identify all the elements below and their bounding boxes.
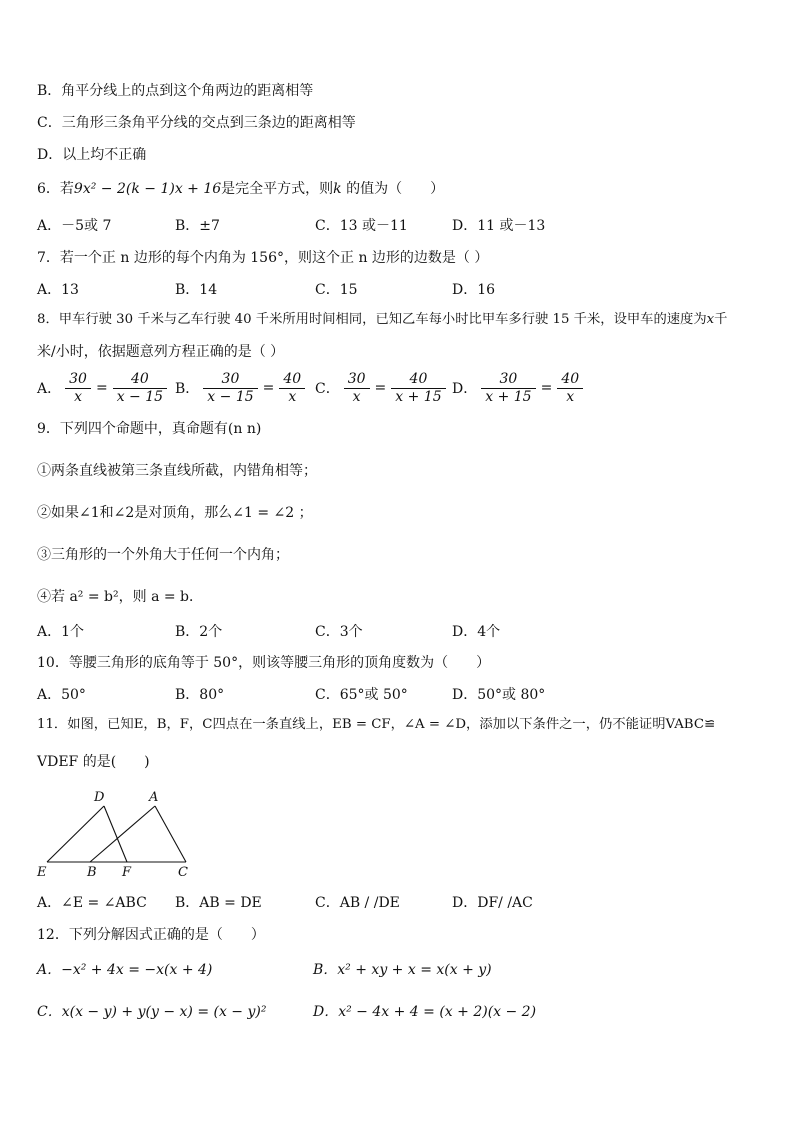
- segment-ac: [155, 806, 186, 862]
- q5-option-d: D．以上均不正确: [37, 147, 147, 163]
- q11-stem-line1: 11．如图，已知E，B，F，C四点在一条直线上，EB = CF，∠A = ∠D，添加以下条件之一，仍不能证明VABC≌: [37, 717, 716, 732]
- q6-option-a: A．－5或 7: [37, 218, 112, 234]
- label-d: D: [94, 790, 105, 805]
- q7-option-d: D．16: [452, 282, 496, 298]
- label-b: B: [87, 865, 97, 880]
- q10-option-c: C．65°或 50°: [315, 687, 408, 703]
- q9-option-d: D．4个: [452, 624, 501, 640]
- q8-option-d: D． $\frac{30}{x + 15}$ = $\frac{40}{x}$: [452, 368, 585, 408]
- q12-option-d: D．x² − 4x + 4 = (x + 2)(x − 2): [313, 1004, 537, 1020]
- q12-option-b: B．x² + xy + x = x(x + y): [313, 962, 492, 978]
- segment-ba: [90, 806, 155, 862]
- q7-stem: 7．若一个正 n 边形的每个内角为 156°，则这个正 n 边形的边数是（ ）: [37, 250, 489, 266]
- q9-option-c: C．3个: [315, 624, 363, 640]
- q8-variable: x: [706, 312, 715, 327]
- q6-stem: 6．若9x² − 2(k − 1)x + 16是完全平方式，则k 的值为（ ）: [37, 181, 445, 197]
- segment-ed: [47, 806, 104, 862]
- q9-statement-3: ③三角形的一个外角大于任何一个内角；: [37, 547, 289, 563]
- q10-option-d: D．50°或 80°: [452, 687, 546, 703]
- q11-option-c: C．AB / /DE: [315, 895, 400, 911]
- q8-option-c: C． $\frac{30}{x}$ = $\frac{40}{x + 15}$: [315, 368, 448, 408]
- q8-option-a: A． $\frac{30}{x}$ = $\frac{40}{x - 15}$: [37, 368, 169, 408]
- q11-option-a: A．∠E = ∠ABC: [37, 895, 147, 911]
- q10-option-b: B．80°: [175, 687, 225, 703]
- q11-option-b: B．AB = DE: [175, 895, 262, 911]
- label-c: C: [178, 865, 188, 880]
- q8-stem-line1: 8．甲车行驶 30 千米与乙车行驶 40 千米所用时间相同，已知乙车每小时比甲车多行驶 15 千米，设甲车的速度为x千: [37, 312, 728, 327]
- q10-option-a: A．50°: [37, 687, 86, 703]
- q9-stem: 9．下列四个命题中，真命题有(n n): [37, 421, 262, 437]
- label-e: E: [37, 865, 47, 880]
- q9-option-a: A．1个: [37, 624, 85, 640]
- q9-statement-4: ④若 a² = b²，则 a = b．: [37, 589, 204, 605]
- q11-triangle-figure: [32, 786, 202, 882]
- q11-option-d: D．DF/ /AC: [452, 895, 533, 911]
- label-f: F: [122, 865, 132, 880]
- q12-option-c: C．x(x − y) + y(y − x) = (x − y)²: [37, 1004, 267, 1020]
- q9-option-b: B．2个: [175, 624, 223, 640]
- label-a: A: [149, 790, 159, 805]
- q11-stem-line2: VDEF 的是( ): [37, 754, 150, 770]
- q9-statement-2: ②如果∠1和∠2是对顶角，那么∠1 = ∠2 ；: [37, 505, 313, 521]
- q10-stem: 10．等腰三角形的底角等于 50°，则该等腰三角形的顶角度数为（ ）: [37, 655, 491, 671]
- q6-option-b: B．±7: [175, 218, 220, 234]
- q7-option-c: C．15: [315, 282, 358, 298]
- q5-option-b: B．角平分线上的点到这个角两边的距离相等: [37, 83, 314, 99]
- q6-option-d: D．11 或－13: [452, 218, 546, 234]
- q6-option-c: C．13 或－11: [315, 218, 408, 234]
- q12-stem: 12．下列分解因式正确的是（ ）: [37, 927, 265, 943]
- q12-option-a: A．−x² + 4x = −x(x + 4): [37, 962, 213, 978]
- q7-option-b: B．14: [175, 282, 218, 298]
- q5-option-c: C．三角形三条角平分线的交点到三条边的距离相等: [37, 115, 356, 131]
- q9-statement-1: ①两条直线被第三条直线所截，内错角相等；: [37, 463, 317, 479]
- q8-stem-line2: 米/小时，依据题意列方程正确的是（ ）: [37, 344, 285, 360]
- segment-df: [104, 806, 127, 862]
- q6-variable: k: [333, 181, 342, 197]
- q8-option-b: B． $\frac{30}{x - 15}$ = $\frac{40}{x}$: [175, 368, 307, 408]
- q6-expression: 9x² − 2(k − 1)x + 16: [73, 181, 222, 197]
- q7-option-a: A．13: [37, 282, 79, 298]
